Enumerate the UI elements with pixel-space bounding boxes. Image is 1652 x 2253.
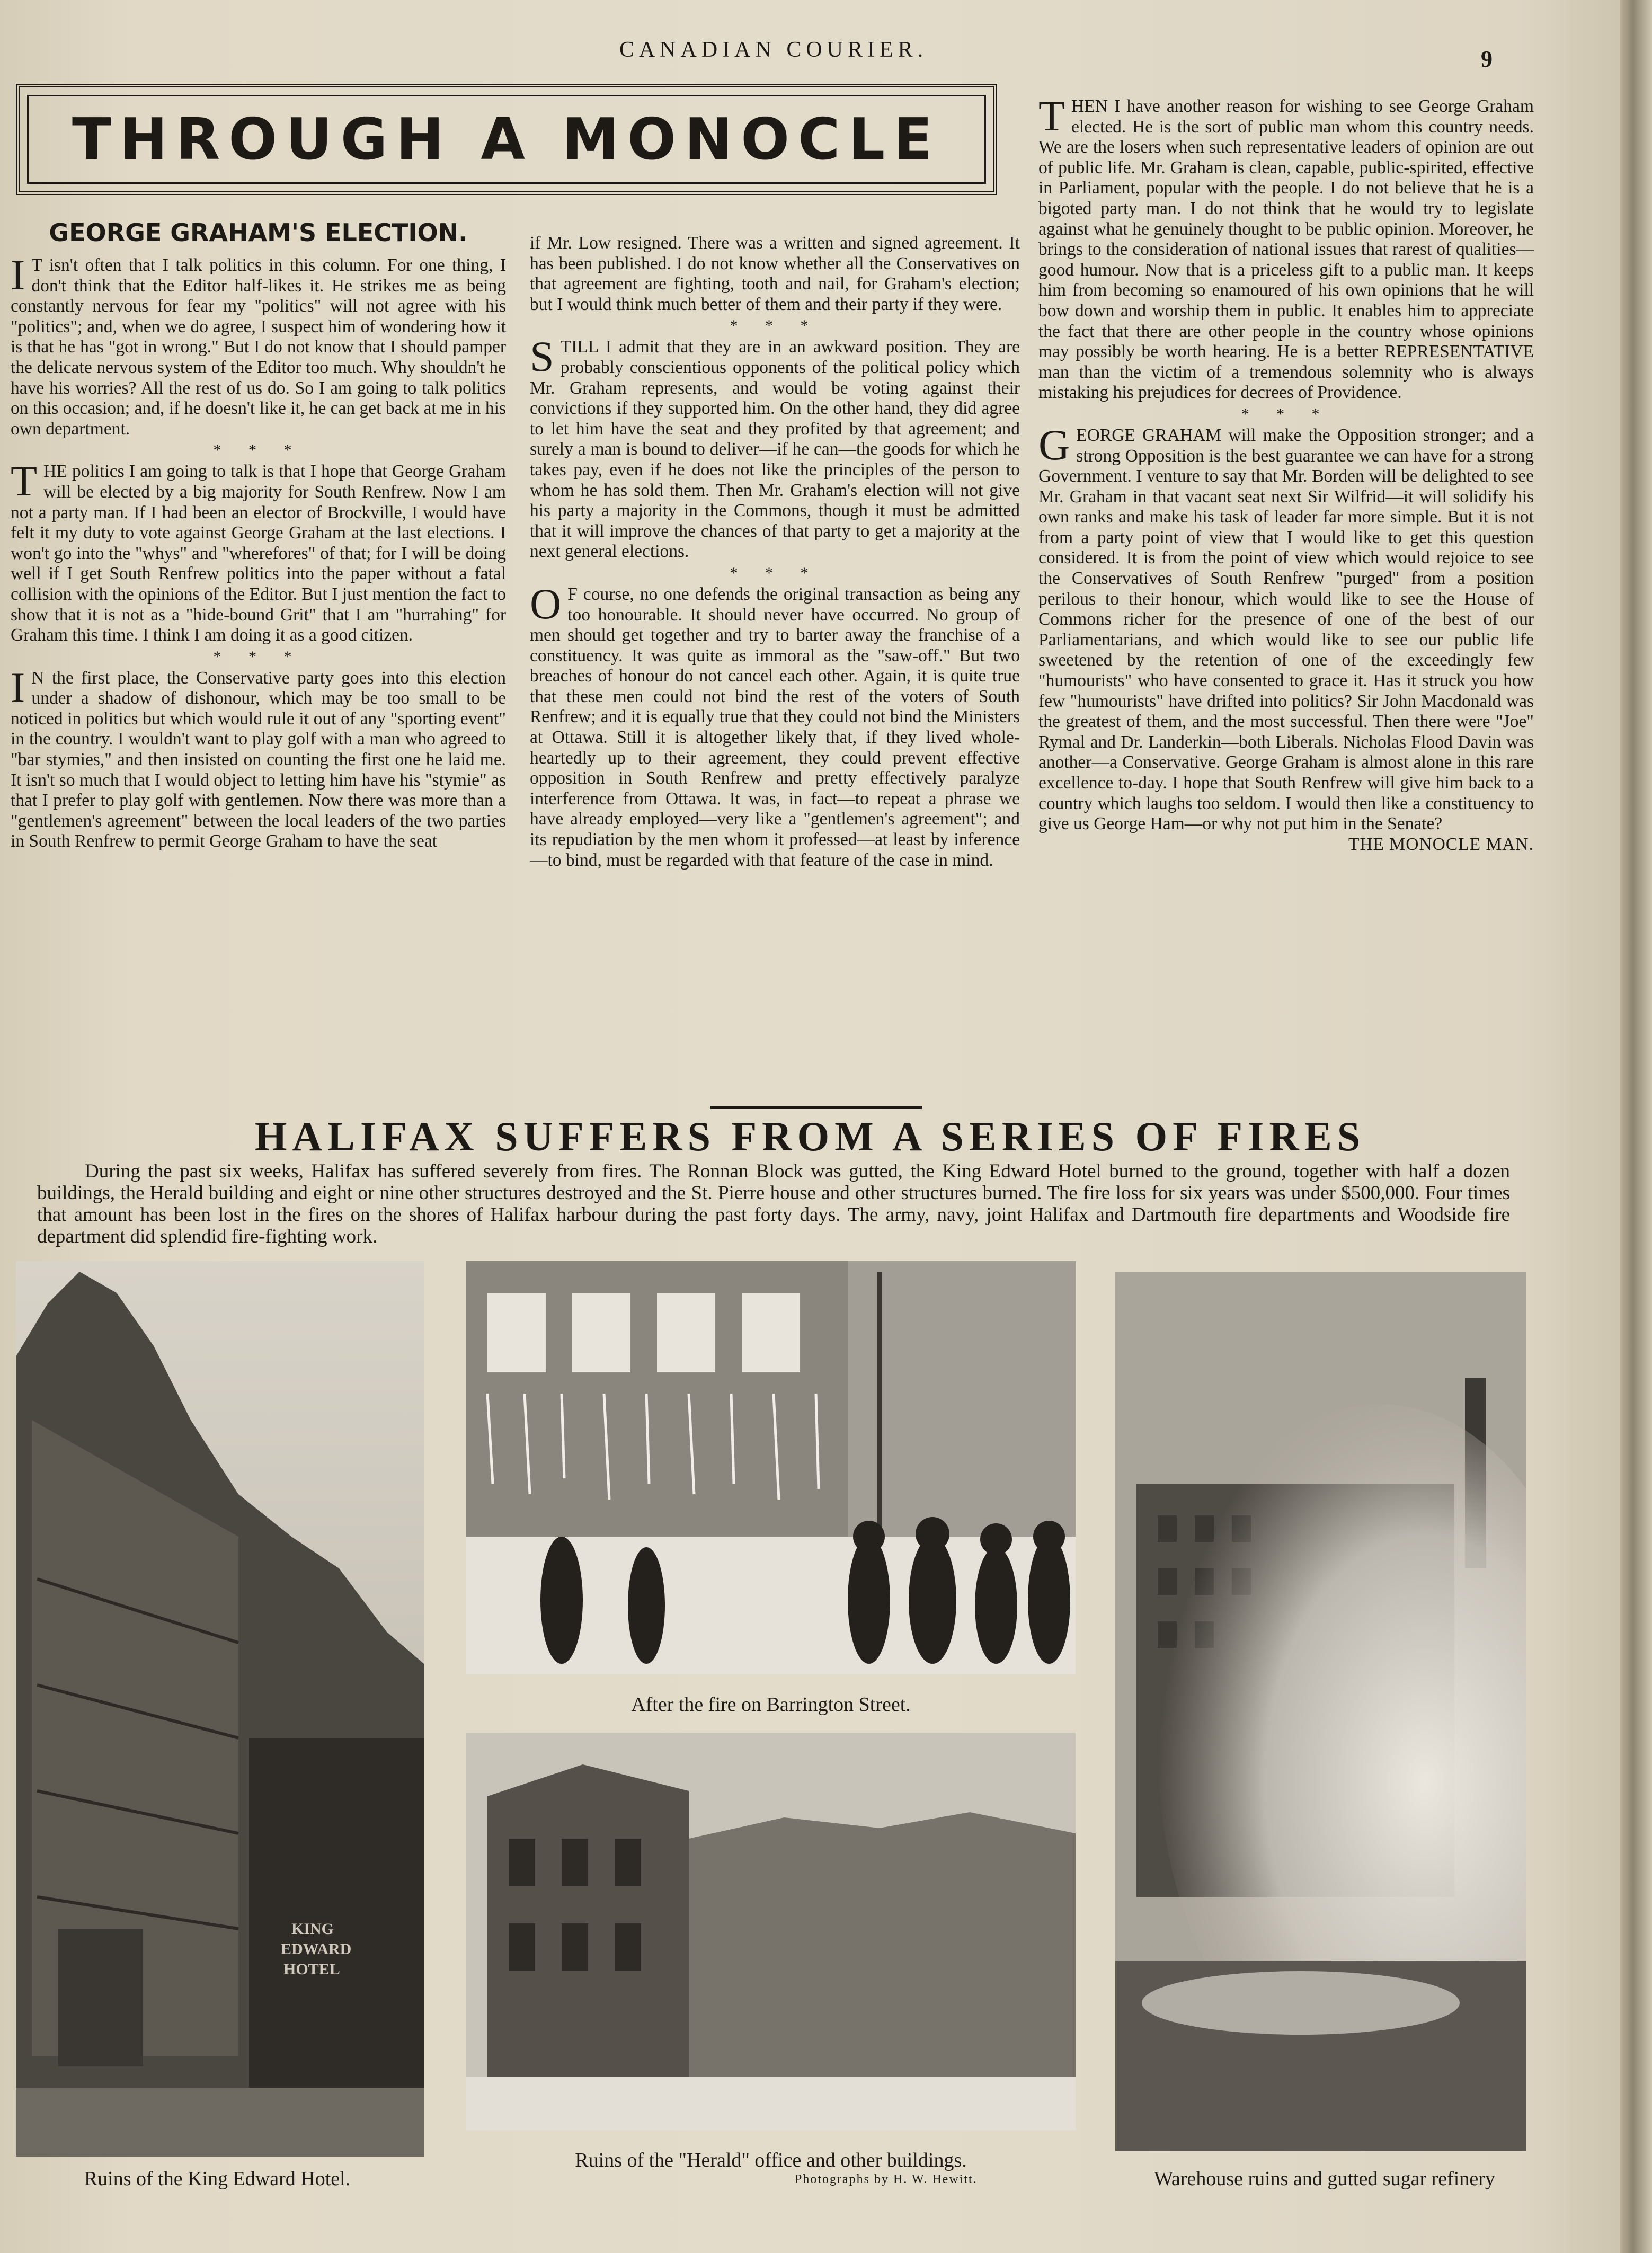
section-separator: * * * bbox=[213, 647, 304, 666]
caption-barrington-street: After the fire on Barrington Street. bbox=[631, 1693, 911, 1716]
paragraph-3 bbox=[11, 663, 506, 852]
section-separator: * * * bbox=[213, 441, 304, 459]
paragraph-1 bbox=[11, 251, 506, 439]
photo-king-edward-hotel-image bbox=[16, 1261, 424, 2157]
paragraph-5-text: F course, no one defends the original transaction as being any too honourable. It should never have occurred. No group of men should get together and try to barter away the franchise of a constituency. It was quite as immoral as the "saw-off." But two breaches of honour do not cancel each other. Again, it is quite true that these men could not bind the rest of the voters of South Renfrew; and it is equally true that they could not bind the Ministers at Ottawa. Still it is altogether likely that, if they lived whole-heartedly up to their agreement, they could prevent effective opposition in South Renfrew and pretty effectively paralyze interference from Ottawa. It was, in fact—to repeat a phrase we have already employed—very like a "gentlemen's agreement"; and its repudiation by the men whom it professed—at least by inference—to bind, must be regarded with that feature of the case in mind. bbox=[530, 584, 1020, 870]
running-head: CANADIAN COURIER. bbox=[619, 38, 928, 62]
drop-cap: O bbox=[530, 579, 562, 628]
hotel-sign-text: KING EDWARD HOTEL bbox=[281, 1920, 352, 1978]
photo-warehouse-refinery bbox=[1115, 1272, 1526, 2151]
paragraph-4 bbox=[530, 332, 1020, 562]
caption-warehouse-refinery: Warehouse ruins and gutted sugar refinery bbox=[1154, 2168, 1495, 2190]
fires-intro: During the past six weeks, Halifax has suffered severely from fires. The Ronnan Block was gutted, the King Edward Hotel burned to the ground, together with half a dozen buildings, the Herald building and eight or nine other structures destroyed and the St. Pierre house and other structures burned. The fire loss for six years was under $500,000. Four times that amount has been lost in the fires on the shores of Halifax harbour during the past forty days. The army, navy, joint Halifax and Dartmouth fire departments and Woodside fire department did splendid fire-fighting work. bbox=[37, 1160, 1510, 1247]
drop-cap: G bbox=[1038, 420, 1070, 469]
drop-cap: T bbox=[1038, 92, 1065, 140]
article-subhead: GEORGE GRAHAM'S ELECTION. bbox=[49, 218, 468, 247]
column-title-box bbox=[16, 84, 997, 195]
article-column-3 bbox=[1038, 92, 1534, 855]
section-separator: * * * bbox=[730, 564, 820, 582]
page-binding-edge bbox=[1620, 0, 1652, 2253]
section-separator: * * * bbox=[730, 317, 820, 335]
column-title: THROUGH A MONOCLE bbox=[72, 106, 941, 173]
paragraph-3-continued: if Mr. Low resigned. There was a written and signed agreement. It has been published. I do not know whether all the Conservatives on that agreement are fighting, tooth and nail, for Graham's election; but I would think much better of them and their party if they were. bbox=[530, 233, 1020, 314]
paragraph-1-text: T isn't often that I talk politics in this column. For one thing, I don't think that the Editor half-likes it. He strikes me as being constantly nervous for fear my "politics" will not agree with his "politics"; and, when we do agree, I suspect him of wondering how it is that he has "got in wrong." But I do not know that I should pamper the delicate nervous system of the Editor too much. Why shouldn't he have his worries? All the rest of us do. So I am going to talk politics on this occasion; and, if he doesn't like it, he can get back at me in his own department. bbox=[11, 255, 506, 439]
paragraph-2-text: HE politics I am going to talk is that I hope that George Graham will be elected by a big majority for South Renfrew. Now I am not a party man. If I had been an elector of Brockville, I would have felt it my duty to vote against George Graham at the last elections. I won't go into the "whys" and "wherefores" of that; for I will be doing well if I get South Renfrew politics into the paper without a fatal collision with the opinions of the Editor. But I just mention the fact to show that it is not as a "hide-bound Grit" that I am "hurrahing" for Graham this time. I think I am doing it as a good citizen. bbox=[11, 462, 506, 645]
drop-cap: S bbox=[530, 332, 554, 381]
drop-cap: I bbox=[11, 663, 25, 712]
paragraph-5 bbox=[530, 579, 1020, 871]
paragraph-6 bbox=[1038, 92, 1534, 403]
photo-king-edward-hotel bbox=[16, 1261, 424, 2157]
article-column-2 bbox=[530, 233, 1020, 871]
section-separator: * * * bbox=[1241, 405, 1331, 423]
caption-herald-office: Ruins of the "Herald" office and other buildings. bbox=[575, 2149, 967, 2171]
photo-barrington-street bbox=[466, 1261, 1076, 1674]
photo-credit: Photographs by H. W. Hewitt. bbox=[795, 2172, 978, 2186]
caption-king-edward-hotel: Ruins of the King Edward Hotel. bbox=[84, 2168, 351, 2190]
paragraph-7 bbox=[1038, 420, 1534, 854]
photo-herald-office bbox=[466, 1733, 1076, 2130]
drop-cap: T bbox=[11, 457, 38, 505]
section-rule bbox=[710, 1106, 922, 1109]
photo-warehouse-refinery-image bbox=[1115, 1272, 1526, 2151]
photo-herald-office-image bbox=[466, 1733, 1076, 2130]
byline-signature: THE MONOCLE MAN. bbox=[1348, 834, 1534, 854]
fires-headline: HALIFAX SUFFERS FROM A SERIES OF FIRES bbox=[254, 1113, 1366, 1159]
paragraph-6-text: HEN I have another reason for wishing to see George Graham elected. He is the sort of public man whom this country needs. We are the losers when such representative leaders of opinion are out of public life. Mr. Graham is clean, capable, public-spirited, effective in Parliament, popular with the people. I do not believe that he is a bigoted party man. I do not think that he would try to legislate against what he genuinely thought to be public opinion. Moreover, he brings to the consideration of national issues that rarest of qualities—good humour. Now that is a priceless gift to a public man. It keeps him from becoming so enamoured of his own opinions that he will bow down and worship them in public. It enables him to appreciate the fact that there are other people in the country whose opinions may possibly be worth hearing. He is a better REPRESENTATIVE man than the victim of a tremendous solemnity who is always mistaking his prejudices for decrees of Providence. bbox=[1038, 96, 1534, 403]
paragraph-2 bbox=[11, 457, 506, 645]
photo-barrington-street-image bbox=[466, 1261, 1076, 1674]
paragraph-7-text: EORGE GRAHAM will make the Opposition stronger; and a strong Opposition is the best guarantee we can have for a strong Government. I venture to say that Mr. Borden will be delighted to see Mr. Graham in that vacant seat next Sir Wilfrid—it will solidify his own ranks and make his task of leader far more simple. But it is not from a party point of view that I would like to get this question considered. It is from the point of view which would rejoice to see the Conservatives of South Renfrew "purged" from a position perilous to their honour, which would like to see the House of Commons richer for the presence of one of the best of our Parliamentarians, and which would like to see our public life sweetened by the retention of one of the exceedingly few "humourists" who have consented to grace it. Has it struck you how few "humourists" have drifted into politics? Sir John Macdonald was the greatest of them, and the most successful. Then there were "Joe" Rymal and Dr. Landerkin—both Liberals. Nicholas Flood Davin was another—a Conservative. George Graham is almost alone in this rare excellence to-day. I hope that South Renfrew will give him back to a country which laughs too seldom. I would then like a constituency to give us George Ham—or why not put him in the Senate? bbox=[1038, 425, 1534, 834]
paragraph-3-text: N the first place, the Conservative party goes into this election under a shadow of dishonour, which may be too small to be noticed in politics but which would rule it out of any "sporting event" in the country. I wouldn't want to play golf with a man who agreed to "bar stymies," and then insisted on counting the first one he laid me. It isn't so much that I would object to letting him have his "stymie" as that I prefer to play golf with gentlemen. Now there was more than a "gentlemen's agreement" between the local leaders of the two parties in South Renfrew to permit George Graham to have the seat bbox=[11, 668, 506, 851]
drop-cap: I bbox=[11, 251, 25, 299]
page-number: 9 bbox=[1481, 46, 1493, 72]
paragraph-4-text: TILL I admit that they are in an awkward position. They are probably conscientious opponents of the political policy which Mr. Graham represents, and would be voting against their convictions if they supported him. On the other hand, they did agree to let him have the seat and they profited by that agreement; and surely a man is bound to deliver—if he can—the goods for which he takes pay, even if he does not like the principles of the person to whom he has sold them. Then Mr. Graham's election will not give his party a majority in the Commons, though it must be admitted that it will improve the chances of that party to get a majority at the next general elections. bbox=[530, 337, 1020, 562]
article-column-1 bbox=[11, 218, 506, 852]
